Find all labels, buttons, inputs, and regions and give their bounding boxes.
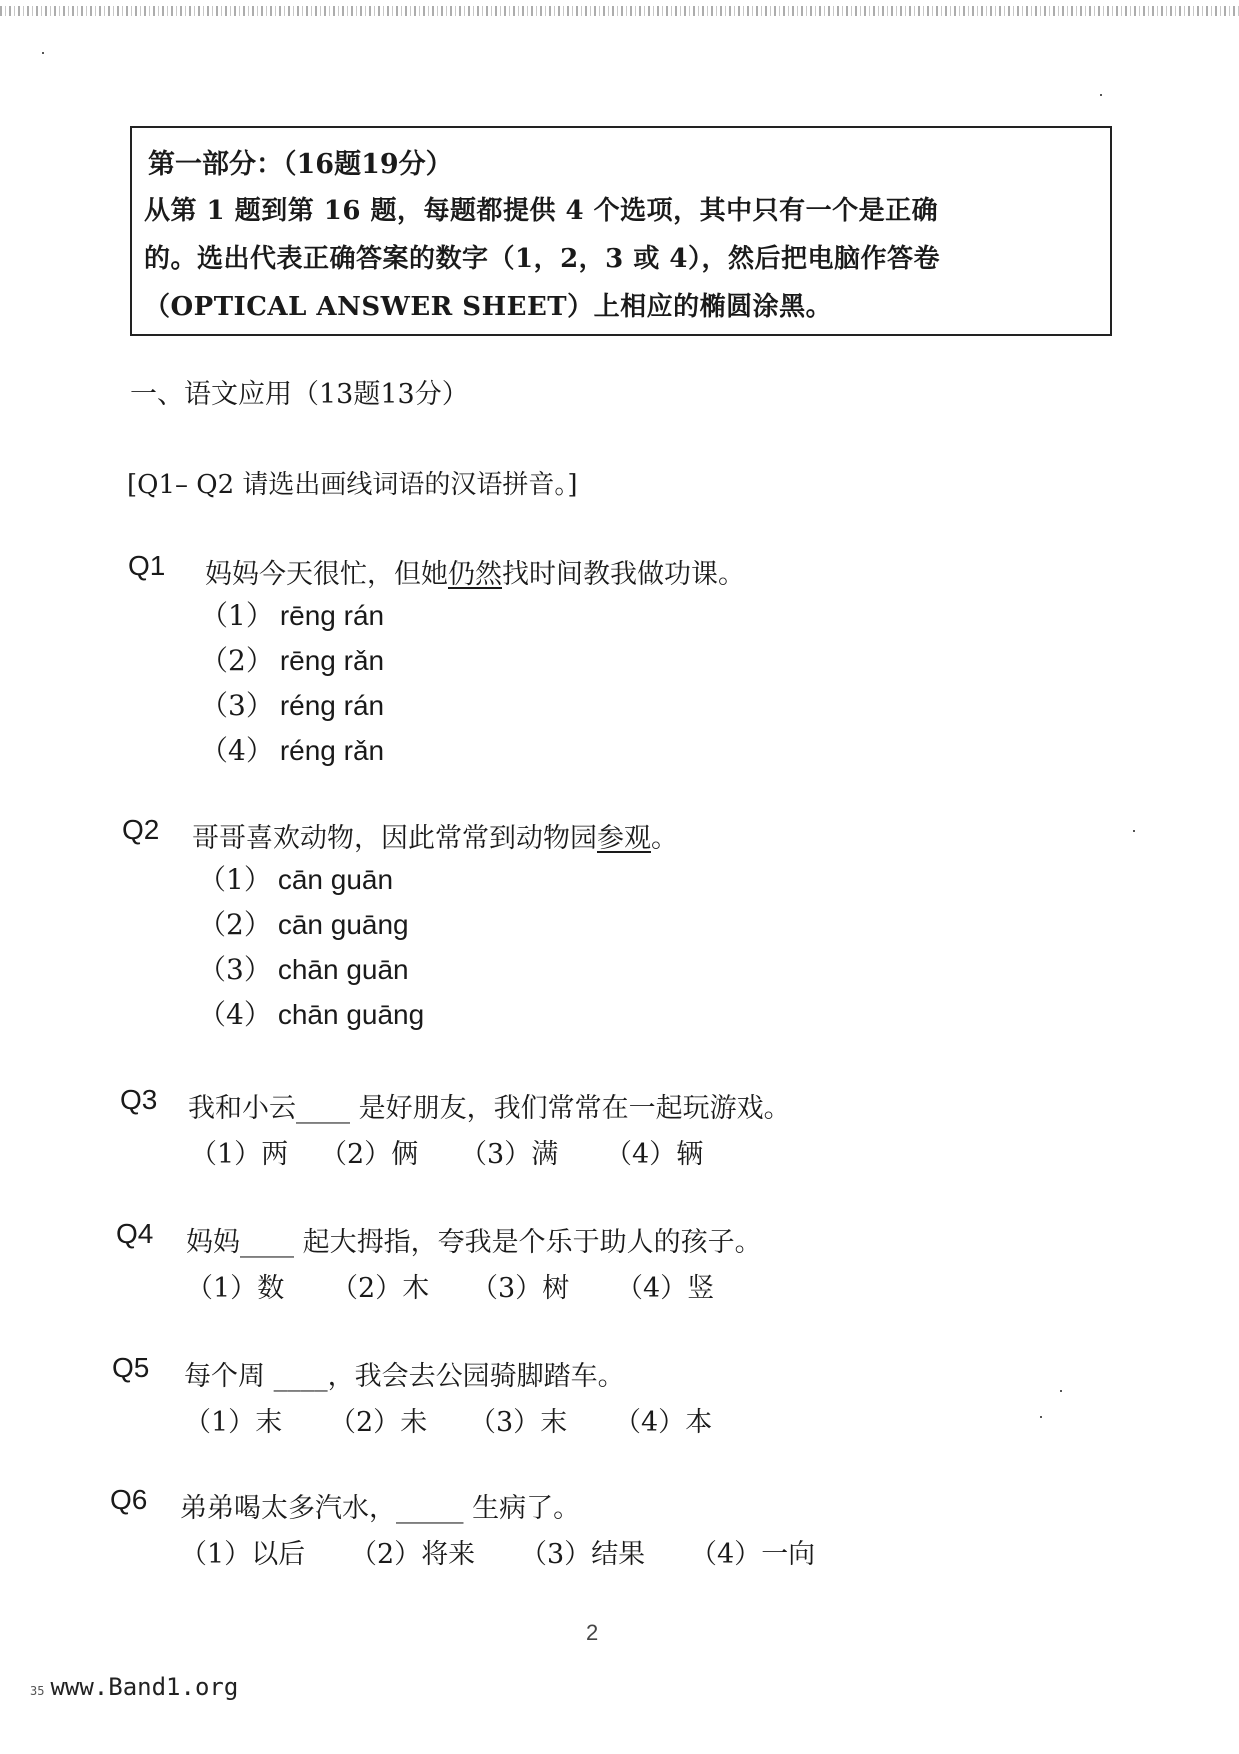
answer-option bbox=[329, 1400, 469, 1439]
option-label: （3） bbox=[460, 1139, 532, 1170]
answer-option bbox=[460, 1132, 605, 1171]
answer-option bbox=[614, 1400, 712, 1439]
option-text: réng rǎn bbox=[279, 735, 385, 766]
answer-option bbox=[180, 1532, 350, 1571]
option-text: chān guān bbox=[277, 954, 409, 985]
answer-option bbox=[184, 1400, 329, 1439]
scan-speck bbox=[1060, 1390, 1062, 1392]
answer-option bbox=[350, 1532, 520, 1571]
question-number: Q1 bbox=[128, 550, 166, 581]
option-text: 将来 bbox=[421, 1539, 476, 1570]
answer-option bbox=[331, 1266, 471, 1305]
direction-note: [Q1– Q2 请选出画线词语的汉语拼音。] bbox=[127, 470, 578, 500]
question-number: Q5 bbox=[112, 1352, 150, 1383]
option-text: réng rán bbox=[279, 690, 385, 721]
scan-speck bbox=[1040, 1416, 1042, 1418]
option-text: cān guān bbox=[277, 864, 394, 895]
option-label: （4） bbox=[690, 1539, 762, 1570]
option-text: 竖 bbox=[687, 1273, 715, 1304]
answer-option bbox=[690, 1532, 815, 1571]
option-label: （1） bbox=[200, 599, 274, 632]
stem-text: 妈妈今天很忙，但她 bbox=[205, 559, 448, 590]
option-label: （3） bbox=[198, 953, 272, 986]
instruction-line-1: 从第 1 题到第 16 题，每题都提供 4 个选项，其中只有一个是正确 bbox=[144, 196, 939, 226]
question-number: Q2 bbox=[122, 814, 160, 845]
question-stem: 弟弟喝太多汽水，_____ 生病了。 bbox=[180, 1493, 581, 1524]
option-label: （4） bbox=[616, 1273, 688, 1304]
answer-option bbox=[469, 1400, 614, 1439]
option-label: （2） bbox=[350, 1539, 422, 1570]
option-text: 本 bbox=[685, 1407, 713, 1438]
underlined-word: 仍然 bbox=[448, 559, 502, 590]
answer-option bbox=[198, 858, 393, 898]
footer-url-text: www.Band1.org bbox=[50, 1673, 239, 1701]
option-label: （2） bbox=[331, 1273, 403, 1304]
option-text: cān guāng bbox=[277, 909, 409, 940]
option-text: 俩 bbox=[391, 1139, 419, 1170]
section-heading: 一、语文应用（13题13分） bbox=[130, 379, 469, 410]
answer-option bbox=[198, 993, 424, 1033]
option-label: （1） bbox=[186, 1273, 258, 1304]
option-text: 以后 bbox=[251, 1539, 306, 1570]
answer-option bbox=[190, 1132, 320, 1171]
part-title: 第一部分：（16题19分） bbox=[148, 149, 453, 180]
option-text: 树 bbox=[542, 1273, 570, 1304]
scan-speck bbox=[1100, 94, 1102, 96]
instruction-line-3: （OPTICAL ANSWER SHEET）上相应的椭圆涂黑。 bbox=[144, 292, 833, 322]
option-label: （3） bbox=[200, 689, 274, 722]
answer-option bbox=[616, 1266, 714, 1305]
scan-noise-strip bbox=[0, 6, 1239, 16]
answer-option bbox=[186, 1266, 331, 1305]
option-text: 末 bbox=[540, 1407, 568, 1438]
option-text: 数 bbox=[257, 1273, 285, 1304]
option-label: （4） bbox=[605, 1139, 677, 1170]
stem-text: 找时间教我做功课。 bbox=[502, 559, 745, 590]
option-text: rēng rǎn bbox=[279, 645, 385, 676]
instruction-box bbox=[130, 126, 1112, 336]
option-label: （3） bbox=[520, 1539, 592, 1570]
question-stem: 我和小云____ 是好朋友，我们常常在一起玩游戏。 bbox=[188, 1093, 791, 1124]
question-number: Q4 bbox=[116, 1218, 154, 1249]
option-text: 满 bbox=[531, 1139, 559, 1170]
option-label: （3） bbox=[471, 1273, 543, 1304]
stem-text: 哥哥喜欢动物，因此常常到动物园 bbox=[192, 823, 597, 854]
option-text: 结果 bbox=[591, 1539, 646, 1570]
answer-option bbox=[520, 1532, 690, 1571]
answer-option bbox=[198, 903, 409, 943]
option-label: （2） bbox=[320, 1139, 392, 1170]
answer-option bbox=[200, 684, 384, 724]
option-text: 木 bbox=[402, 1273, 430, 1304]
question-number: Q3 bbox=[120, 1084, 158, 1115]
stem-text: 。 bbox=[651, 823, 678, 854]
option-label: （2） bbox=[329, 1407, 401, 1438]
option-label: （2） bbox=[200, 644, 274, 677]
answer-option bbox=[198, 948, 409, 988]
option-text: 未 bbox=[400, 1407, 428, 1438]
question-stem: 妈妈____ 起大拇指，夸我是个乐于助人的孩子。 bbox=[186, 1227, 762, 1258]
option-text: 一向 bbox=[761, 1539, 816, 1570]
question-number: Q6 bbox=[110, 1484, 148, 1515]
option-label: （4） bbox=[198, 998, 272, 1031]
page-number: 2 bbox=[586, 1620, 599, 1645]
footer-watermark bbox=[30, 1673, 238, 1701]
option-text: 末 bbox=[255, 1407, 283, 1438]
option-label: （4） bbox=[614, 1407, 686, 1438]
option-label: （1） bbox=[184, 1407, 256, 1438]
option-text: 两 bbox=[261, 1139, 289, 1170]
option-label: （1） bbox=[180, 1539, 252, 1570]
question-stem bbox=[192, 816, 678, 855]
answer-options-row bbox=[180, 1532, 815, 1571]
answer-options-row bbox=[186, 1266, 714, 1305]
answer-option bbox=[471, 1266, 616, 1305]
option-label: （1） bbox=[198, 863, 272, 896]
option-label: （2） bbox=[198, 908, 272, 941]
answer-option bbox=[320, 1132, 460, 1171]
option-label: （1） bbox=[190, 1139, 262, 1170]
question-stem bbox=[205, 552, 745, 591]
underlined-word: 参观 bbox=[597, 823, 651, 854]
scan-speck bbox=[1133, 830, 1135, 832]
answer-option bbox=[200, 594, 384, 634]
option-text: 辆 bbox=[676, 1139, 704, 1170]
scan-speck bbox=[42, 52, 44, 54]
answer-option bbox=[200, 729, 384, 769]
answer-options-row bbox=[190, 1132, 703, 1171]
option-text: rēng rán bbox=[279, 600, 385, 631]
question-stem: 每个周 ____，我会去公园骑脚踏车。 bbox=[184, 1361, 625, 1392]
footer-prefix: 35 bbox=[30, 1684, 45, 1698]
answer-option bbox=[605, 1132, 703, 1171]
answer-options-row bbox=[184, 1400, 712, 1439]
option-text: chān guāng bbox=[277, 999, 425, 1030]
option-label: （4） bbox=[200, 734, 274, 767]
option-label: （3） bbox=[469, 1407, 541, 1438]
instruction-line-2: 的。选出代表正确答案的数字（1，2，3 或 4），然后把电脑作答卷 bbox=[144, 244, 940, 274]
answer-option bbox=[200, 639, 384, 679]
